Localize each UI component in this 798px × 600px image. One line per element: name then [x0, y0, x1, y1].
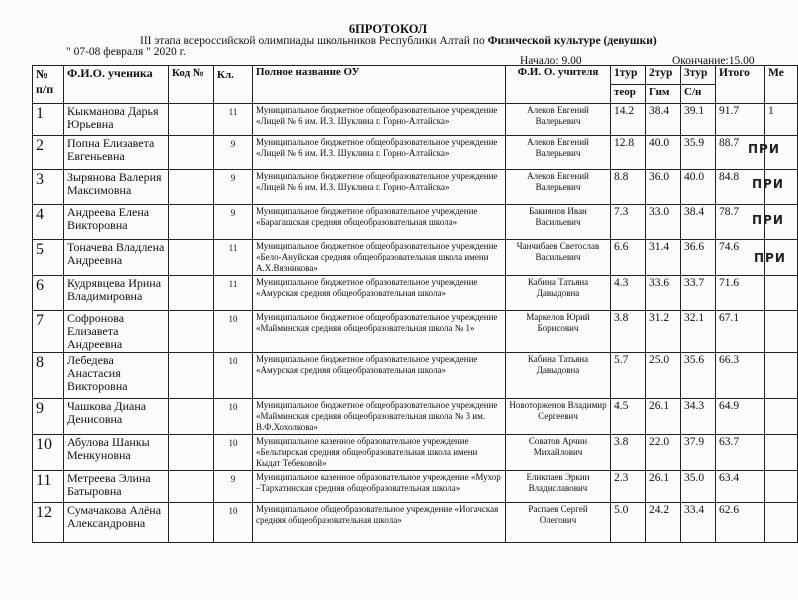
col-tour3-sub: С/н: [681, 85, 716, 104]
row-num: 6: [33, 276, 64, 311]
tour3-score: 39.1: [681, 104, 716, 136]
teacher-cell: Чанчибаев Светослав Васильевич: [506, 240, 611, 276]
school-cell: Муниципальное бюджетное общеобразовательное учреждение «Лицей № 6 им. И.З. Шуклина г. Горно-Алтайска»: [253, 170, 506, 205]
table-row: [33, 503, 798, 543]
grade-cell: 10: [214, 311, 253, 353]
table-row: [33, 136, 798, 170]
total-score: 62.6: [716, 503, 765, 543]
code-cell: [169, 353, 214, 399]
tour2-score: 36.0: [646, 170, 681, 205]
teacher-cell: Кабина Татьяна Давыдовна: [506, 276, 611, 311]
subject-name: Физической культуре (девушки): [487, 35, 657, 47]
tour3-score: 38.4: [681, 205, 716, 240]
row-num: 3: [33, 170, 64, 205]
tour2-score: 25.0: [646, 353, 681, 399]
tour1-score: 2.3: [611, 471, 646, 503]
start-time: Начало: 9.00: [520, 55, 582, 67]
total-score: 63.7: [716, 435, 765, 471]
row-num: 4: [33, 205, 64, 240]
col-tour3: 3тур: [681, 66, 716, 85]
student-name: Сумачакова Алёна Александровна: [64, 503, 169, 543]
col-teacher: Ф.И. О. учителя: [506, 66, 611, 104]
tour3-score: 33.7: [681, 276, 716, 311]
tour3-score: 32.1: [681, 311, 716, 353]
tour2-score: 24.2: [646, 503, 681, 543]
school-cell: Муниципальное бюджетное образовательное учреждение «Амурская средняя общеобразовательная школа»: [253, 276, 506, 311]
results-body: [33, 104, 798, 543]
col-total: Итого: [716, 66, 765, 104]
code-cell: [169, 136, 214, 170]
total-score: 88.7: [716, 136, 765, 170]
student-name: Чашкова Диана Денисовна: [64, 399, 169, 435]
tour2-score: 40.0: [646, 136, 681, 170]
grade-cell: 9: [214, 205, 253, 240]
teacher-cell: Еликпаев Эркин Владиславович: [506, 471, 611, 503]
tour2-score: 33.0: [646, 205, 681, 240]
code-cell: [169, 435, 214, 471]
teacher-cell: Алеков Евгений Валерьевич: [506, 136, 611, 170]
protocol-title: 6ПРОТОКОЛ: [348, 22, 428, 36]
table-row: [33, 205, 798, 240]
row-num: 8: [33, 353, 64, 399]
row-num: 5: [33, 240, 64, 276]
grade-cell: 9: [214, 471, 253, 503]
tour2-score: 26.1: [646, 399, 681, 435]
student-name: Андреева Елена Викторовна: [64, 205, 169, 240]
student-name: Софронова Елизавета Андреевна: [64, 311, 169, 353]
olympiad-date: " 07-08 февраля " 2020 г.: [66, 46, 186, 58]
code-cell: [169, 205, 214, 240]
handwritten-note: ПРИ: [752, 213, 784, 227]
teacher-cell: Соватов Арчин Михайлович: [506, 435, 611, 471]
table-row: [33, 311, 798, 353]
total-score: 63.4: [716, 471, 765, 503]
grade-cell: 9: [214, 136, 253, 170]
subtitle-prefix: III этапа всероссийской олимпиады школьников Республики Алтай по: [140, 35, 485, 47]
school-cell: Муниципальное общеобразовательное учреждение «Иогачская средняя общеобразовательная школа»: [253, 503, 506, 543]
total-score: 71.6: [716, 276, 765, 311]
school-cell: Муниципальное бюджетное общеобразовательное учреждение «Майминская средняя общеобразовательная школа № 3 им. В.Ф.Хохолкова»: [253, 399, 506, 435]
code-cell: [169, 276, 214, 311]
total-score: 84.8: [716, 170, 765, 205]
place-cell: [765, 276, 798, 311]
tour2-score: 38.4: [646, 104, 681, 136]
student-name: Попна Елизавета Евгеньевна: [64, 136, 169, 170]
grade-cell: 11: [214, 276, 253, 311]
results-table: [32, 65, 798, 543]
total-score: 66.3: [716, 353, 765, 399]
tour1-score: 7.3: [611, 205, 646, 240]
tour1-score: 6.6: [611, 240, 646, 276]
tour1-score: 5.7: [611, 353, 646, 399]
end-time: Окончание:15.00: [672, 55, 755, 67]
olympiad-subtitle: [140, 35, 657, 47]
tour3-score: 34.3: [681, 399, 716, 435]
grade-cell: 10: [214, 353, 253, 399]
tour1-score: 12.8: [611, 136, 646, 170]
tour2-score: 26.1: [646, 471, 681, 503]
grade-cell: 11: [214, 240, 253, 276]
student-name: Абулова Шанкы Менкуновна: [64, 435, 169, 471]
tour3-score: 35.9: [681, 136, 716, 170]
grade-cell: 10: [214, 399, 253, 435]
col-school: Полное название ОУ: [253, 66, 506, 104]
tour1-score: 4.3: [611, 276, 646, 311]
teacher-cell: Бакиянов Иван Васильевич: [506, 205, 611, 240]
tour3-score: 37.9: [681, 435, 716, 471]
row-num: 9: [33, 399, 64, 435]
total-score: 78.7: [716, 205, 765, 240]
table-row: [33, 471, 798, 503]
place-cell: [765, 503, 798, 543]
col-tour1: 1тур: [611, 66, 646, 85]
col-tour2: 2тур: [646, 66, 681, 85]
row-num: 2: [33, 136, 64, 170]
table-row: [33, 240, 798, 276]
total-score: 64.9: [716, 399, 765, 435]
row-num: 12: [33, 503, 64, 543]
table-row: [33, 353, 798, 399]
student-name: Зырянова Валерия Максимовна: [64, 170, 169, 205]
handwritten-note: ПРИ: [754, 251, 786, 265]
total-score: 74.6: [716, 240, 765, 276]
tour1-score: 14.2: [611, 104, 646, 136]
school-cell: Муниципальное бюджетное общеобразовательное учреждение «Лицей № 6 им. И.З. Шуклина г. Горно-Алтайска»: [253, 136, 506, 170]
tour3-score: 36.6: [681, 240, 716, 276]
total-score: 67.1: [716, 311, 765, 353]
tour1-score: 3.8: [611, 435, 646, 471]
school-cell: Муниципальное бюджетное образовательное учреждение «Барагашская средняя общеобразовательная школа»: [253, 205, 506, 240]
table-row: [33, 399, 798, 435]
teacher-cell: Распаев Сергей Олегович: [506, 503, 611, 543]
code-cell: [169, 170, 214, 205]
grade-cell: 10: [214, 503, 253, 543]
table-row: [33, 435, 798, 471]
row-num: 10: [33, 435, 64, 471]
col-num: № п/п: [33, 66, 64, 104]
col-place: Ме: [765, 66, 798, 104]
col-tour2-sub: Гим: [646, 85, 681, 104]
student-name: Тоначева Владлена Андреевна: [64, 240, 169, 276]
code-cell: [169, 503, 214, 543]
tour2-score: 31.2: [646, 311, 681, 353]
code-cell: [169, 311, 214, 353]
row-num: 11: [33, 471, 64, 503]
tour3-score: 35.0: [681, 471, 716, 503]
place-cell: 1: [765, 104, 798, 136]
school-cell: Муниципальное казенное образовательное учреждение «Бельтирская средняя общеобразовательная школа имени Кыдат Тебековой»: [253, 435, 506, 471]
header-row: [33, 66, 798, 85]
row-num: 1: [33, 104, 64, 136]
handwritten-note: ПРИ: [752, 177, 784, 191]
school-cell: Муниципальное казенное образовательное учреждение «Мухор –Тархатинская средняя общеобразовательная школа»: [253, 471, 506, 503]
school-cell: Муниципальное бюджетное общеобразовательное учреждение «Бело-Ануйская средняя общеобразовательная школа имени А.Х.Вязникова»: [253, 240, 506, 276]
table-row: [33, 104, 798, 136]
tour2-score: 22.0: [646, 435, 681, 471]
student-name: Кудрявцева Ирина Владимировна: [64, 276, 169, 311]
teacher-cell: Алеков Евгений Валерьевич: [506, 104, 611, 136]
col-name: Ф.И.О. ученика: [64, 66, 169, 104]
tour1-score: 8.8: [611, 170, 646, 205]
place-cell: [765, 435, 798, 471]
place-cell: [765, 399, 798, 435]
tour2-score: 31.4: [646, 240, 681, 276]
school-cell: Муниципальное бюджетное общеобразовательное учреждение «Майминская средняя общеобразовательная школа № 1»: [253, 311, 506, 353]
row-num: 7: [33, 311, 64, 353]
school-cell: Муниципальное бюджетное образовательное учреждение «Амурская средняя общеобразовательная школа»: [253, 353, 506, 399]
school-cell: Муниципальное бюджетное общеобразовательное учреждение «Лицей № 6 им. И.З. Шуклина г. Горно-Алтайска»: [253, 104, 506, 136]
col-tour1-sub: теор: [611, 85, 646, 104]
grade-cell: 11: [214, 104, 253, 136]
student-name: Лебедева Анастасия Викторовна: [64, 353, 169, 399]
tour3-score: 33.4: [681, 503, 716, 543]
tour3-score: 35.6: [681, 353, 716, 399]
handwritten-note: ПРИ: [748, 142, 780, 156]
tour1-score: 4.5: [611, 399, 646, 435]
place-cell: [765, 353, 798, 399]
total-score: 91.7: [716, 104, 765, 136]
grade-cell: 10: [214, 435, 253, 471]
tour1-score: 3.8: [611, 311, 646, 353]
teacher-cell: Алеков Евгений Валерьевич: [506, 170, 611, 205]
place-cell: [765, 311, 798, 353]
table-row: [33, 276, 798, 311]
teacher-cell: Новоторженов Владимир Сергеевич: [506, 399, 611, 435]
teacher-cell: Маркелов Юрий Борисович: [506, 311, 611, 353]
col-grade: Кл.: [214, 66, 253, 104]
student-name: Метреева Элина Батыровна: [64, 471, 169, 503]
grade-cell: 9: [214, 170, 253, 205]
tour2-score: 33.6: [646, 276, 681, 311]
place-cell: [765, 471, 798, 503]
teacher-cell: Кабина Татьяна Давыдовна: [506, 353, 611, 399]
col-code: Код №: [169, 66, 214, 104]
tour1-score: 5.0: [611, 503, 646, 543]
table-row: [33, 170, 798, 205]
code-cell: [169, 104, 214, 136]
student-name: Кыкманова Дарья Юрьевна: [64, 104, 169, 136]
code-cell: [169, 240, 214, 276]
code-cell: [169, 399, 214, 435]
tour3-score: 40.0: [681, 170, 716, 205]
code-cell: [169, 471, 214, 503]
